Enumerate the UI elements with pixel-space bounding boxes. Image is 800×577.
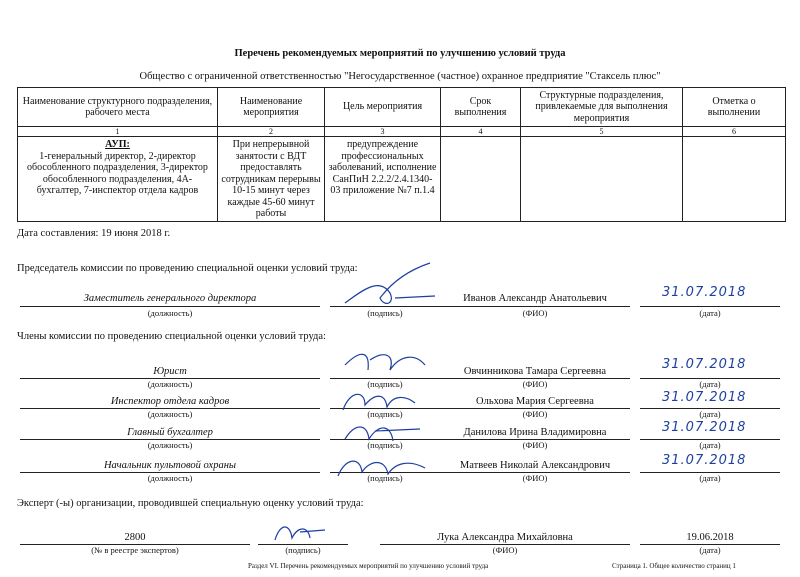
member-2-date: 31.07.2018: [662, 390, 747, 405]
member-4-date: 31.07.2018: [662, 453, 747, 468]
chairman-position: Заместитель генерального директора: [83, 293, 257, 304]
underline: [20, 306, 320, 307]
header-goal: Цель мероприятия: [325, 88, 441, 127]
expert-signature: [270, 518, 330, 548]
caption-fio: (ФИО): [522, 379, 548, 389]
expert-date: 19.06.2018: [686, 532, 734, 543]
expert-registry: 2800: [124, 532, 146, 543]
unit-title: АУП:: [105, 139, 130, 151]
expert-fio: Лука Александра Михайловна: [437, 532, 573, 543]
table-header-row: [18, 88, 786, 127]
table-number-row: [18, 127, 786, 137]
cell-unit: [18, 137, 218, 222]
member-3-signature: [335, 417, 425, 452]
header-unit: Наименование структурного подразделения, рабочего места: [18, 88, 218, 127]
caption-fio: (ФИО): [522, 409, 548, 419]
caption-position: (должность): [147, 409, 193, 419]
footer-section: Раздел VI. Перечень рекомендуемых мероприятий по улучшению условий труда: [248, 562, 489, 570]
header-term: Срок выполнения: [441, 88, 521, 127]
footer-page-count: Страница 1. Общее количество страниц 1: [612, 562, 736, 570]
caption-position: (должность): [147, 379, 193, 389]
caption-fio: (ФИО): [522, 440, 548, 450]
caption-registry: (№ в реестре экспертов): [91, 545, 179, 555]
caption-position: (должность): [147, 440, 193, 450]
member-4-fio: Матвеев Николай Александрович: [459, 460, 611, 471]
caption-signature: (подпись): [367, 409, 403, 419]
caption-date: (дата): [699, 545, 721, 555]
caption-date: (дата): [699, 308, 721, 318]
chairman-date: 31.07.2018: [662, 285, 747, 300]
header-units: Структурные подразделения, привлекаемые для выполнения мероприятия: [521, 88, 683, 127]
underline: [640, 306, 780, 307]
col-number: 5: [521, 127, 683, 137]
cell-mark: [683, 137, 786, 222]
col-number: 6: [683, 127, 786, 137]
caption-signature: (подпись): [367, 308, 403, 318]
col-number: 2: [218, 127, 325, 137]
col-number: 4: [441, 127, 521, 137]
unit-workplaces: 1-генеральный директор, 2-директор обособленного подразделения, 3-директор обособленного подразделения, 4А-бухгалтер, 7-инспектор отдела кадров: [27, 150, 208, 197]
caption-date: (дата): [699, 440, 721, 450]
caption-fio: (ФИО): [492, 545, 518, 555]
member-3-fio: Данилова Ирина Владимировна: [463, 427, 607, 438]
table-row: [18, 137, 786, 222]
caption-fio: (ФИО): [522, 473, 548, 483]
member-2-signature: [335, 385, 425, 420]
caption-fio: (ФИО): [522, 308, 548, 318]
underline: [440, 306, 630, 307]
header-measure: Наименование мероприятия: [218, 88, 325, 127]
caption-signature: (подпись): [367, 473, 403, 483]
header-mark: Отметка о выполнении: [683, 88, 786, 127]
caption-signature: (подпись): [367, 379, 403, 389]
member-1-signature: [340, 345, 430, 385]
member-4-position: Начальник пультовой охраны: [103, 460, 237, 471]
member-4-signature: [330, 448, 430, 488]
caption-signature: (подпись): [285, 545, 321, 555]
caption-date: (дата): [699, 409, 721, 419]
chairman-signature: [335, 258, 445, 318]
cell-measure: При непрерывной занятости с ВДТ предоставлять сотрудникам перерывы 10-15 минут через каждые 45-60 минут работы: [218, 137, 325, 222]
chairman-fio: Иванов Александр Анатольевич: [463, 293, 607, 304]
measures-table: [17, 87, 786, 222]
caption-date: (дата): [699, 473, 721, 483]
caption-position: (должность): [147, 473, 193, 483]
member-2-position: Инспектор отдела кадров: [110, 396, 230, 407]
member-1-position: Юрист: [153, 366, 187, 377]
member-3-position: Главный бухгалтер: [127, 427, 213, 438]
chairman-heading: Председатель комиссии по проведению специальной оценки условий труда:: [17, 263, 358, 274]
expert-heading: Эксперт (-ы) организации, проводившей специальную оценку условий труда:: [17, 498, 364, 509]
col-number: 1: [18, 127, 218, 137]
member-1-date: 31.07.2018: [662, 357, 747, 372]
col-number: 3: [325, 127, 441, 137]
caption-signature: (подпись): [367, 440, 403, 450]
cell-goal: предупреждение профессиональных заболеваний, исполнение СанПиН 2.2.2/2.4.1340-03 приложение №7 п.1.4: [325, 137, 441, 222]
member-2-fio: Ольхова Мария Сергеевна: [476, 396, 594, 407]
caption-position: (должность): [147, 308, 193, 318]
organization-name: Общество с ограниченной ответственностью "Негосударственное (частное) охранное предприятие "Стаксель плюс": [139, 71, 661, 82]
compilation-date: Дата составления: 19 июня 2018 г.: [17, 228, 171, 239]
member-3-date: 31.07.2018: [662, 420, 747, 435]
cell-term: [441, 137, 521, 222]
cell-units: [521, 137, 683, 222]
document-title: Перечень рекомендуемых мероприятий по улучшению условий труда: [234, 48, 566, 59]
caption-date: (дата): [699, 379, 721, 389]
member-1-fio: Овчинникова Тамара Сергеевна: [463, 366, 607, 377]
members-heading: Члены комиссии по проведению специальной оценки условий труда:: [17, 331, 326, 342]
